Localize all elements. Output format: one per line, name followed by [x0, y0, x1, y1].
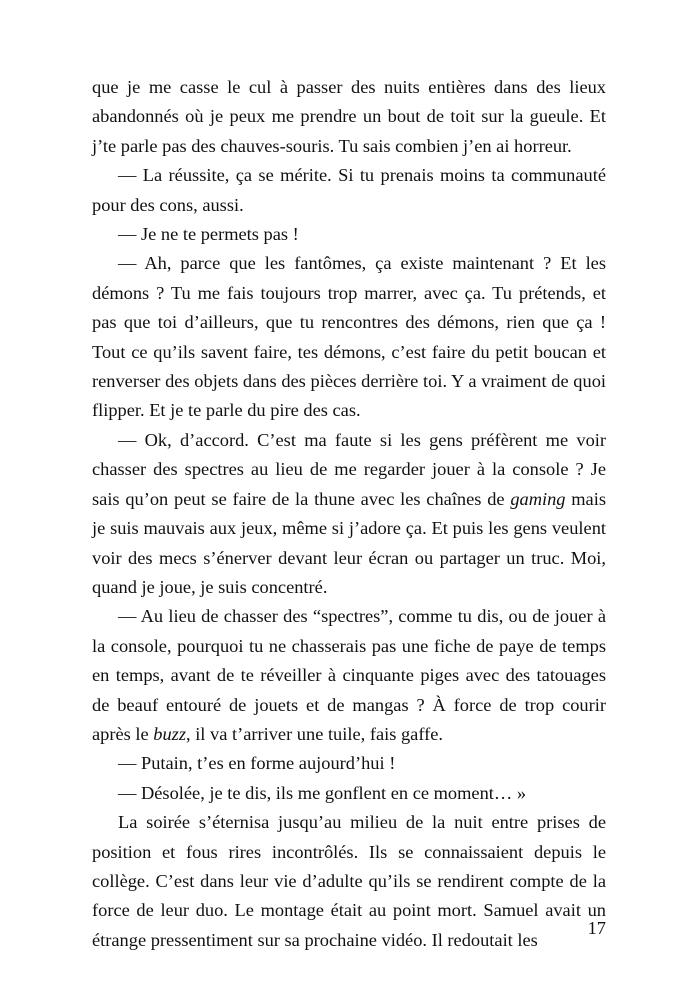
dialogue-paragraph	[92, 161, 606, 220]
text-segment: — Au lieu de chasser des “spectres”, comme tu dis, ou de jouer à la console, pourquoi tu ne chasserais pas une fiche de paye de temps en temps, avant de te réveiller à cinquante piges avec des tatouages de beauf entouré de jouets et de mangas ? À force de trop courir après le	[92, 606, 606, 744]
page-number: 17	[587, 918, 606, 938]
text-segment: La soirée s’éternisa jusqu’au milieu de la nuit entre prises de position et fous rires incontrôlés. Ils se connaissaient depuis le collège. C’est dans leur vie d’adulte qu’ils se rendirent compte de la force de leur duo. Le montage était au point mort. Samuel avait un étrange pressentiment sur sa prochaine vidéo. Il redoutait les	[92, 812, 606, 950]
text-segment: — Désolée, je te dis, ils me gonflent en ce moment… »	[118, 782, 527, 803]
text-segment: que je me casse le cul à passer des nuits entières dans des lieux abandonnés où je peux me prendre un bout de toit sur la gueule. Et j’te parle pas des chauves-souris. Tu sais combien j’en ai horreur.	[92, 77, 606, 156]
body-text	[92, 73, 606, 955]
text-segment: — Ah, parce que les fantômes, ça existe maintenant ? Et les démons ? Tu me fais toujours trop marrer, avec ça. Tu prétends, et pas que toi d’ailleurs, que tu rencontres des démons, rien que ça ! Tout ce qu’ils savent faire, tes démons, c’est faire du petit boucan et renverser des objets dans des pièces derrière toi. Y a vraiment de quoi flipper. Et je te parle du pire des cas.	[92, 253, 606, 421]
dialogue-paragraph	[92, 602, 606, 749]
dialogue-paragraph	[92, 779, 606, 808]
text-segment: — La réussite, ça se mérite. Si tu prenais moins ta communauté pour des cons, aussi.	[92, 165, 606, 215]
dialogue-paragraph	[92, 749, 606, 778]
paragraph-continuation	[92, 73, 606, 161]
italic-word: buzz	[153, 723, 186, 744]
text-segment: — Je ne te permets pas !	[118, 224, 299, 245]
dialogue-paragraph	[92, 426, 606, 602]
text-segment: mais je suis mauvais aux jeux, même si j’adore ça. Et puis les gens veulent voir des mecs s’énerver devant leur écran ou partager un truc. Moi, quand je joue, je suis concentré.	[92, 488, 606, 597]
text-segment: — Putain, t’es en forme aujourd’hui !	[118, 753, 396, 774]
text-segment: , il va t’arriver une tuile, fais gaffe.	[186, 723, 444, 744]
dialogue-paragraph	[92, 249, 606, 425]
narrative-paragraph	[92, 808, 606, 955]
text-segment: — Ok, d’accord. C’est ma faute si les gens préfèrent me voir chasser des spectres au lieu de me regarder jouer à la console ? Je sais qu’on peut se faire de la thune avec les chaînes de	[92, 429, 606, 509]
dialogue-paragraph	[92, 220, 606, 249]
italic-word: gaming	[510, 488, 566, 509]
